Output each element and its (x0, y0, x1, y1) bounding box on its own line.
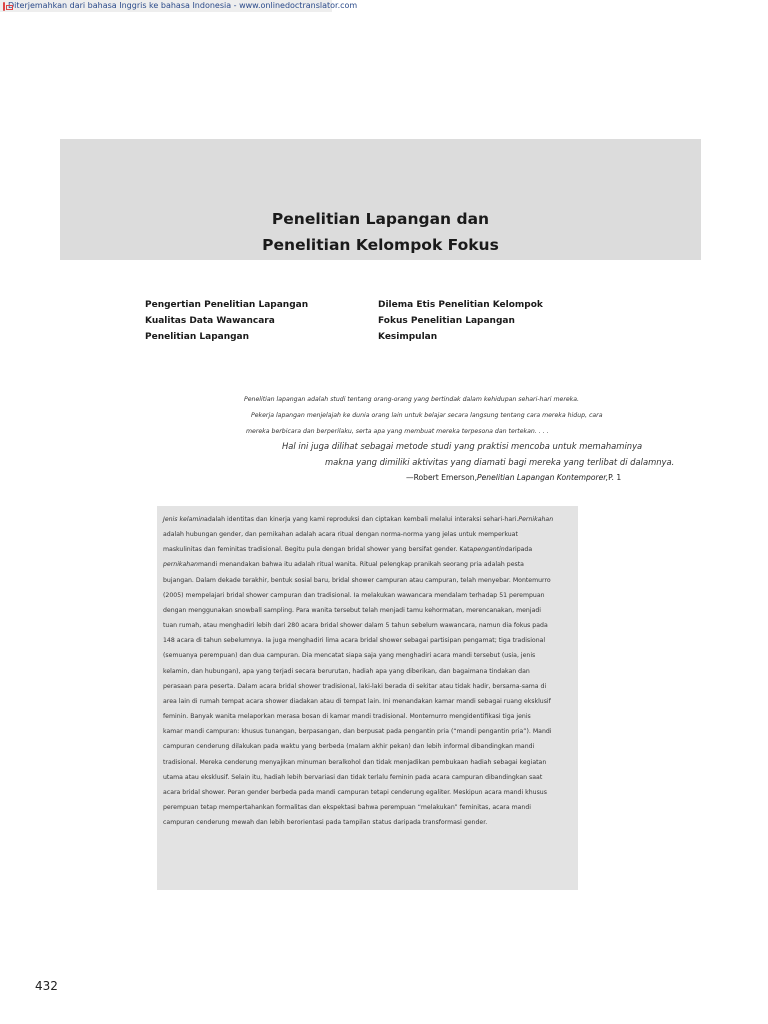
document-translate-icon (3, 2, 5, 11)
box-line: feminin. Banyak wanita melaporkan merasa bosan di kamar mandi tradisional. Montemurro mengidentifikasi tiga jenis (163, 713, 531, 721)
box-line: perasaan para peserta. Dalam acara bridal shower tradisional, laki-laki berada di sekitar atau tidak hadir, bersama-sama di (163, 682, 547, 690)
chapter-title-line-2: Penelitian Kelompok Fokus (262, 236, 499, 254)
box-line: tuan rumah, atau menghadiri lebih dari 280 acara bridal shower dalam 5 tahun sebelum wawancara, namun dia fokus pada (163, 622, 548, 630)
outline-item: Penelitian Lapangan (145, 331, 250, 342)
chapter-title (60, 206, 701, 258)
outline-item: Dilema Etis Penelitian Kelompok (378, 300, 543, 310)
box-line: perempuan tetap mempertahankan formalitas dan ekspektasi bahwa perempuan “melakukan” feminitas, acara mandi (163, 803, 531, 811)
attribution-page: P. 1 (608, 473, 622, 482)
box-line: area lain di rumah tempat acara shower diadakan atau di tempat lain. Ini menandakan kamar mandi sebagai ruang eksklusif (163, 697, 551, 705)
box-line: dengan menggunakan snowball sampling. Para wanita tersebut telah menjadi tamu kehormatan, merencanakan, menjadi (163, 606, 542, 614)
epigraph-line: Hal ini juga dilihat sebagai metode studi yang praktisi mencoba untuk memahaminya (282, 441, 643, 451)
outline-item: Kesimpulan (378, 331, 438, 342)
outline-item: Kualitas Data Wawancara (145, 315, 275, 326)
epigraph-line: makna yang dimiliki aktivitas yang diamati bagi mereka yang terlibat di dalamnya. (325, 457, 675, 467)
box-line: maskulinitas dan feminitas tradisional. Begitu pula dengan bridal shower yang bersifat gender. Katapengantindaripada (163, 546, 533, 554)
outline-item: Pengertian Penelitian Lapangan (145, 300, 309, 310)
sidebar-box-text (163, 512, 573, 830)
box-line: pernikahanmandi menandakan bahwa itu adalah ritual wanita. Ritual pelengkap pranikah seorang pria adalah pesta (163, 561, 524, 569)
chapter-outline-right (378, 298, 543, 345)
epigraph-attribution (406, 473, 621, 482)
epigraph-line: mereka berbicara dan berperilaku, serta apa yang membuat mereka terpesona dan tertekan. . . . (246, 428, 549, 435)
chapter-title-line-1: Penelitian Lapangan dan (271, 210, 490, 228)
chapter-outline-left (145, 298, 308, 345)
page-number: 432 (35, 979, 58, 993)
attribution-author: —Robert Emerson, (406, 473, 477, 482)
epigraph-line: Penelitian lapangan adalah studi tentang orang-orang yang bertindak dalam kehidupan sehari-hari mereka. (244, 396, 580, 403)
box-line: acara bridal shower. Peran gender berbeda pada mandi campuran tetapi cenderung egaliter. Meskipun acara mandi khusus (163, 788, 547, 796)
translator-banner-text[interactable]: Diterjemahkan dari bahasa Inggris ke bahasa Indonesia - www.onlinedoctranslator.com (8, 1, 358, 10)
box-line: kelamin, dan hubungan), apa yang terjadi secara berurutan, hadiah apa yang diberikan, dan bagaimana tindakan dan (163, 667, 530, 675)
box-line: kamar mandi campuran: khusus tunangan, berpasangan, dan berpusat pada pengantin pria (“mandi pengantin pria”). Mandi (163, 728, 552, 736)
box-line: utama atau eksklusif. Selain itu, hadiah lebih bervariasi dan tidak terlalu feminin pada acara campuran dibandingkan saat (163, 773, 543, 781)
box-line: (2005) mempelajari bridal shower campuran dan tradisional. Ia melakukan wawancara mendalam terhadap 51 perempuan (163, 591, 545, 599)
box-line: Jenis kelaminadalah identitas dan kinerja yang kami reproduksi dan ciptakan kembali melalui interaksi sehari-hari.Pernikahan (163, 516, 554, 523)
epigraph-line: Pekerja lapangan menjelajah ke dunia orang lain untuk belajar secara langsung tentang cara mereka hidup, cara (251, 412, 603, 419)
attribution-work: Penelitian Lapangan Kontemporer, (477, 473, 609, 482)
box-line: bujangan. Dalam dekade terakhir, bentuk sosial baru, bridal shower campuran atau campuran, telah menyebar. Montemurro (163, 576, 551, 584)
box-line: campuran cenderung dilakukan pada waktu yang berbeda (malam akhir pekan) dan lebih informal dibandingkan mandi (163, 743, 535, 751)
outline-item: Fokus Penelitian Lapangan (378, 315, 515, 326)
box-line: (semuanya perempuan) dan dua campuran. Dia mencatat siapa saja yang menghadiri acara mandi tersebut (usia, jenis (163, 652, 536, 660)
box-line: campuran cenderung mewah dan lebih berorientasi pada tampilan status daripada transformasi gender. (163, 819, 488, 827)
translator-banner[interactable] (0, 0, 358, 12)
box-line: tradisional. Mereka cenderung menyajikan minuman beralkohol dan tidak menjadikan pembukaan hadiah sebagai kegiatan (163, 758, 547, 766)
box-line: 148 acara di tahun sebelumnya. Ia juga menghadiri lima acara bridal shower sebagai partisipan pengamat; tiga tradisional (163, 637, 546, 645)
box-line: adalah hubungan gender, dan pernikahan adalah acara ritual dengan norma-norma yang jelas untuk memperkuat (163, 531, 518, 539)
